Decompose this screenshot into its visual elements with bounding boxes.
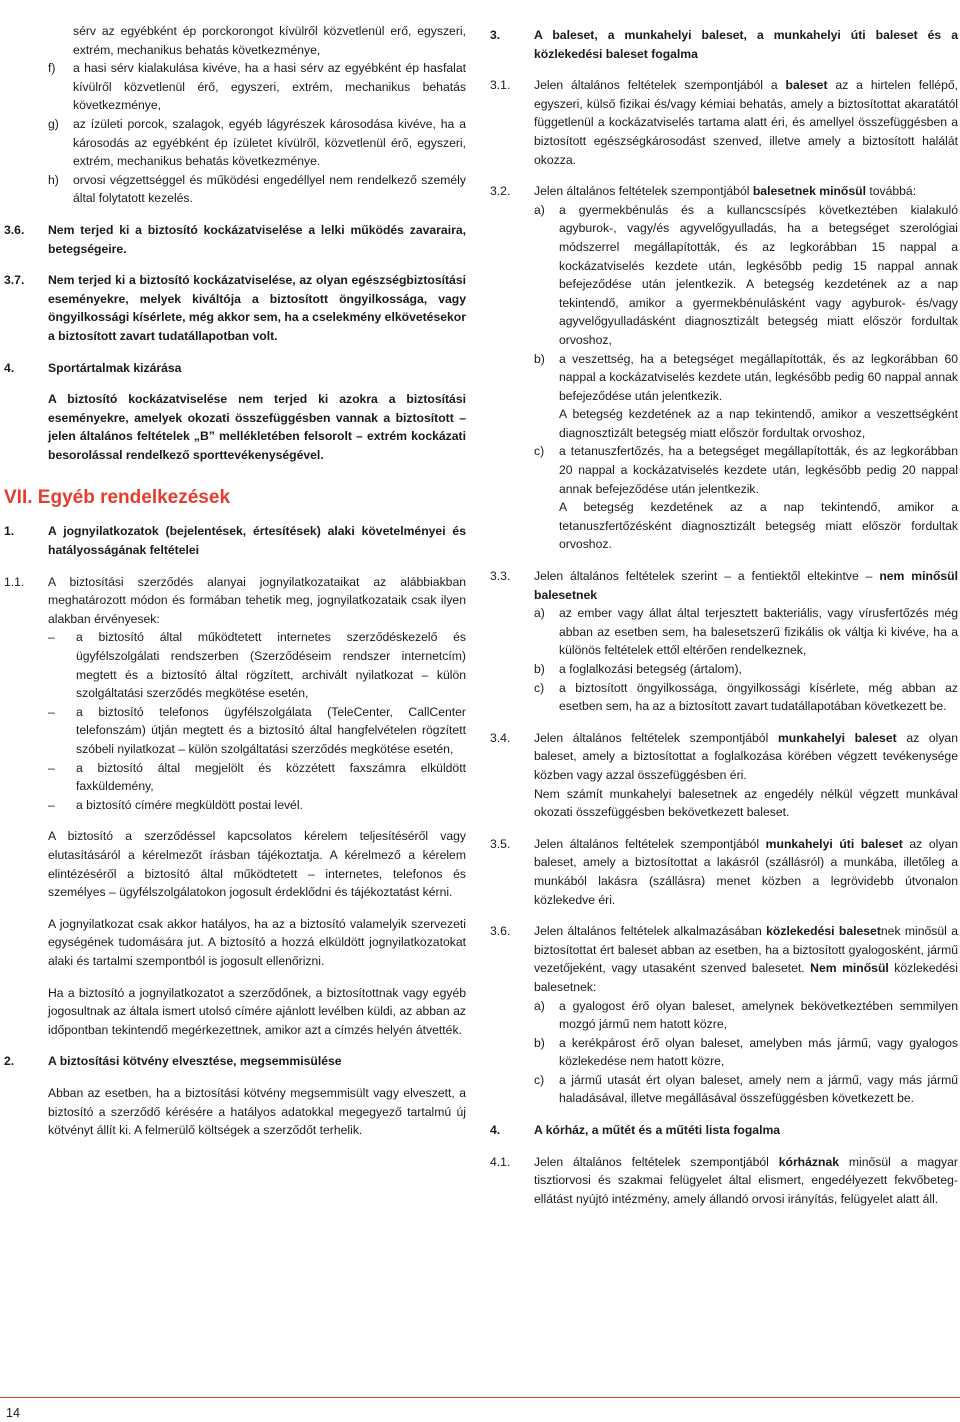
list-item xyxy=(534,350,958,406)
heading-number: 4. xyxy=(490,1123,501,1138)
clause-text xyxy=(534,182,958,201)
list-letter: a) xyxy=(534,998,545,1013)
list-item xyxy=(48,703,466,759)
list-letter: c) xyxy=(534,1072,545,1087)
clause-3-7 xyxy=(4,271,466,345)
heading-number: 1. xyxy=(4,524,15,539)
paragraph: A jognyilatkozat csak akkor hatályos, ha az a biztosító valamelyik szervezeti egységének tudomására jut. A biztosító a hozzá elküldött jognyilatkozatokat alaki és tartalmi szempontból is jogosult ellenőrizni. xyxy=(48,916,466,968)
paragraph: Nem számít munkahelyi balesetnek az engedély nélkül végzett munkával okozati összefüggésben bekövetkezett baleset. xyxy=(534,786,958,820)
list-text: a foglalkozási betegség (ártalom), xyxy=(559,662,742,676)
dash-bullet: – xyxy=(48,797,55,812)
clause-3-5 xyxy=(490,835,958,909)
list-letter: h) xyxy=(48,172,59,187)
list-item xyxy=(534,997,958,1034)
keyword: Nem minősül xyxy=(810,961,889,976)
heading-text: Sportártalmak kizárása xyxy=(48,360,182,375)
clause-3-2 xyxy=(490,182,958,201)
clause-text xyxy=(534,835,958,909)
list-letter: a) xyxy=(534,606,545,621)
dash-bullet: – xyxy=(48,760,55,775)
right-column xyxy=(490,22,958,1208)
list-text: a hasi sérv kialakulása kivéve, ha a hasi sérv az egyébként ép hasfalat kívülről közvetlenül érő, egyszeri, extrém, mechanikus behatás következménye, xyxy=(73,61,466,113)
list-letter: g) xyxy=(48,116,59,131)
clause-number: 3.3. xyxy=(490,569,511,584)
clause-3-3 xyxy=(490,567,958,604)
clause-text xyxy=(534,922,958,996)
clause-text xyxy=(534,729,958,785)
clause-number: 3.1. xyxy=(490,78,511,93)
text: Jelen általános feltételek szempontjából xyxy=(534,184,753,199)
dash-list xyxy=(48,628,466,814)
list-subtext: A betegség kezdetének az a nap tekintendő, amikor a veszettségként diagnosztizált betegség miatt először fordultak orvoshoz, xyxy=(559,407,958,440)
list-item xyxy=(48,628,466,702)
list-item xyxy=(534,1071,958,1108)
list-text: a biztosító által működtetett internetes szerződéskezelő és ügyfélszolgálati rendszerben (Szerződéseim rendszer internetcím) megtett és a biztosító által rögzített, archivált nyilatkozat – külön szolgáltatási szerződés megkötése esetén, xyxy=(76,630,466,701)
keyword: munkahelyi baleset xyxy=(777,730,897,745)
list-item xyxy=(534,679,958,716)
list-item xyxy=(534,1034,958,1071)
heading-number: 2. xyxy=(4,1054,15,1069)
text: Jelen általános feltételek szempontjából a xyxy=(534,78,786,93)
list-item-g xyxy=(48,115,466,171)
clause-3-6 xyxy=(490,922,958,996)
text: az olyan baleset, amely a biztosítottat a foglalkozása körében végzett tevékenysége közben vagy azzal összefüggésben éri. xyxy=(534,730,958,782)
text: minősül a magyar tisztiorvosi és szakmai felügyelet által elismert, engedélyezett fekvőbeteg-ellátást nyújtó intézmény, amely állandó orvosi irányítás, felügyelet alatt áll. xyxy=(534,1154,958,1206)
heading-text: A jognyilatkozatok (bejelentések, értesítések) alaki követelményei és hatályosságának feltételei xyxy=(48,524,466,558)
list-letter: c) xyxy=(534,444,545,459)
keyword: kórháznak xyxy=(778,1154,840,1169)
paragraph: Ha a biztosító a jognyilatkozatot a szerződőnek, a biztosítottnak vagy egyéb jogosultnak az általa ismert utolsó címére ajánlott levélben küldi, az abban az időpontban tekintendő megérkezettnek, amikor azt a címzés helyén átvették. xyxy=(48,985,466,1037)
text: Jelen általános feltételek szempontjából xyxy=(534,836,766,851)
text: Jelen általános feltételek szempontjából xyxy=(534,1154,779,1169)
clause-1-1 xyxy=(4,573,466,629)
clause-number: 3.6. xyxy=(490,924,511,939)
clause-text xyxy=(534,76,958,169)
clause-text xyxy=(534,1153,958,1209)
list-letter: f) xyxy=(48,61,56,76)
clause-number: 3.2. xyxy=(490,184,511,199)
list-text: a tetanuszfertőzés, ha a betegséget megállapították, és az legkorábban 20 nappal a kockázatviselés kezdete után, legkésőbb pedig 20 nappal annak befejeződése után jelentkezik. xyxy=(559,444,958,496)
list-letter: a) xyxy=(534,202,545,217)
list-text: orvosi végzettséggel és működési engedéllyel nem rendelkező személy által folytatott kezelés. xyxy=(73,172,466,206)
list-text: a biztosító címére megküldött postai levél. xyxy=(76,797,303,812)
keyword: nem minősül balesetnek xyxy=(534,569,958,602)
list-text: a kerékpárost érő olyan baleset, amelyben más jármű, vagy gyalogos közlekedése nem hatott közre, xyxy=(559,1035,958,1069)
footer-rule xyxy=(0,1397,960,1398)
list-text: a biztosító által megjelölt és közzétett faxszámra elküldött faxküldemény, xyxy=(76,760,466,794)
dash-bullet: – xyxy=(48,630,55,645)
list-subtext: A betegség kezdetének az a nap tekintendő, amikor a tetanuszfertőzésként diagnosztizált betegség miatt először fordultak orvoshoz. xyxy=(559,500,958,552)
heading-1 xyxy=(4,522,466,559)
letter-list xyxy=(534,604,958,716)
list-item xyxy=(534,604,958,660)
text: Jelen általános feltételek alkalmazásában xyxy=(534,924,767,939)
text: az olyan baleset, amely a biztosítottat a lakásról (szállásról) a munkába, illetőleg a munkából lakásra (szállásra) menet közben a legrövidebb útvonalon közlekedve éri. xyxy=(534,836,959,907)
section-title: VII. Egyéb rendelkezések xyxy=(4,487,231,509)
clause-4-1 xyxy=(490,1153,958,1209)
clause-text xyxy=(534,567,958,604)
list-text: a gyermekbénulás és a kullancscsípés következtében kialakuló agyburok-, vagy/és agyvelőgyulladás, ha a betegséget szerológiai módszerrel megállapították, és az legkorábban 15 nappal a kockázatviselés kezdete után, legkésőbb pedig 15 nappal annak befejeződése után jelentkezik. A betegség kezdetének az a nap tekintendő, amikor a gyermekbénulásként vagy agyburok- és/vagy agyvelőgyulladásként diagnosztizált betegség miatt először fordultak orvoshoz, xyxy=(559,202,958,347)
heading-2 xyxy=(4,1052,466,1071)
list-letter: b) xyxy=(534,351,545,366)
clause-number: 3.5. xyxy=(490,836,511,851)
heading-number: 3. xyxy=(490,28,501,42)
paragraph: Abban az esetben, ha a biztosítási kötvény megsemmisült vagy elveszett, a biztosító a szerződő kérésére a hatályos adatokkal megegyező tartalmú új kötvényt állít ki. A felmerülő költségek a szerződőt terhelik. xyxy=(48,1085,466,1138)
clause-number: 3.6. xyxy=(4,222,25,237)
list-item xyxy=(48,796,466,815)
dash-bullet: – xyxy=(48,704,55,719)
list-item xyxy=(48,759,466,796)
paragraph-e-continuation: sérv az egyébként ép porckorongot kívülről közvetlenül erő, egyszeri, extrém, mechanikus behatás következménye, xyxy=(73,24,466,57)
text: Jelen általános feltételek szerint – a fentiektől eltekintve – xyxy=(534,569,880,584)
clause-3-6 xyxy=(4,221,466,258)
list-text: a veszettség, ha a betegséget megállapították, és az legkorábban 60 nappal a kockázatviselés kezdete után, legkésőbb pedig 60 nappal annak befejeződése után jelentkezik. xyxy=(559,351,958,403)
page-number: 14 xyxy=(6,1406,20,1420)
left-column xyxy=(4,22,466,1140)
clause-text: Nem terjed ki a biztosító kockázatviselése, az olyan egészségbiztosítási eseményekre, melyek kiváltója a biztosított öngyilkossága, vagy öngyilkossági kísérlete, még akkor sem, ha a cselekmény elkövetésekor a biztosított zavart tudatállapotban volt. xyxy=(48,273,466,343)
clause-number: 4.1. xyxy=(490,1154,511,1169)
text: nek minősül a biztosítottat ért baleset abban az esetben, ha a biztosított gyalogosként, jármű vezetőjeként, vagy utasaként szenved balesetet. xyxy=(534,924,958,976)
list-text: az ember vagy állat által terjesztett bakteriális, vagy vírusfertőzés még abban az esetben sem, ha balesetszerű fizikális ok váltja ki kivéve, ha a különös feltételek ettől eltérően rendelkeznek, xyxy=(559,606,958,658)
clause-text: Nem terjed ki a biztosító kockázatviselése a lelki működés zavaraira, betegségeire. xyxy=(48,222,466,256)
list-text: a biztosított öngyilkossága, öngyilkossági kísérlete, még abban az esetben sem, ha az a biztosított zavart tudatállapotában következett be. xyxy=(559,680,958,714)
keyword: közlekedési baleset xyxy=(766,924,881,939)
list-item-h xyxy=(48,171,466,208)
keyword: balesetnek minősül xyxy=(752,184,866,199)
clause-3-1 xyxy=(490,76,958,169)
keyword: baleset xyxy=(785,78,828,93)
letter-list xyxy=(534,997,958,1109)
heading-text: A biztosítási kötvény elvesztése, megsemmisülése xyxy=(48,1054,342,1069)
text: az a hirtelen fellépő, egyszeri, külső fizikai és/vagy kémiai behatás, amely a biztosítottat akaratától függetlenül a kockázatviselés tartama alatt éri, és amellyel összefüggésben a biztosított egészségkárosodást szenved, illetve amely a biztosított halálát okozza. xyxy=(534,78,959,167)
list-item xyxy=(534,442,958,498)
list-text: az ízületi porcok, szalagok, egyéb lágyrészek károsodása kivéve, ha a károsodás az egyébként ép ízületet kívülről, közvetlenül érő, egyszeri, extrém, mechanikus behatás következménye. xyxy=(73,116,466,169)
heading-text: A baleset, a munkahelyi baleset, a munkahelyi úti baleset és a közlekedési baleset fogalma xyxy=(534,28,958,61)
clause-number: 3.4. xyxy=(490,730,511,745)
list-text: a gyalogost érő olyan baleset, amelynek bekövetkeztében semmilyen mozgó jármű nem hatott közre, xyxy=(559,998,958,1032)
clause-text: A biztosítási szerződés alanyai jognyilatkozataikat az alábbiakban meghatározott módon és formában tehetik meg, jognyilatkozataik csak ilyen alakban érvényesek: xyxy=(48,574,466,626)
paragraph: A biztosító a szerződéssel kapcsolatos kérelem teljesítéséről vagy elutasításáról a kérelmezőt írásban tájékoztatja. A kérelmező a kérelem elintézéséről a biztosító által működtetett – internetes, telefonos és személyes – ügyfélszolgálatokon jogosult érdeklődni és tájékoztatást kérni. xyxy=(48,829,466,900)
letter-list xyxy=(534,201,958,554)
list-text: a biztosító telefonos ügyfélszolgálata (TeleCenter, CallCenter telefonszám) útján megtett és a biztosító által hangfelvételen rögzített szóbeli nyilatkozat – külön szolgáltatási szerződés megkötése esetén, xyxy=(76,704,466,756)
clause-number: 3.7. xyxy=(4,273,25,288)
list-letter: b) xyxy=(534,1035,545,1050)
heading-3 xyxy=(490,26,958,63)
list-item xyxy=(534,201,958,350)
clause-3-4 xyxy=(490,729,958,785)
text: Jelen általános feltételek szempontjából xyxy=(534,730,778,745)
text: továbbá: xyxy=(865,184,917,199)
keyword: munkahelyi úti baleset xyxy=(765,836,903,851)
heading-number: 4. xyxy=(4,360,15,375)
text: közlekedési balesetnek: xyxy=(534,961,958,994)
list-item-f xyxy=(48,59,466,115)
clause-number: 1.1. xyxy=(4,574,25,589)
list-text: a jármű utasát ért olyan baleset, amely nem a jármű, vagy más jármű haladásával, illetve megállásával összefüggésben következett be. xyxy=(559,1072,958,1106)
heading-4 xyxy=(4,359,466,378)
list-letter: b) xyxy=(534,662,545,676)
heading-4 xyxy=(490,1121,958,1140)
sport-exclusion-text: A biztosító kockázatviselése nem terjed ki azokra a biztosítási eseményekre, amelyek okozati összefüggésben vannak a biztosított – jelen általános feltételek „B” mellékletében felsorolt – extrém kockázati besorolással rendelkező sporttevékenységével. xyxy=(48,392,466,462)
heading-text: A kórház, a műtét és a műtéti lista fogalma xyxy=(534,1123,781,1138)
list-letter: c) xyxy=(534,680,545,695)
list-item xyxy=(534,660,958,679)
